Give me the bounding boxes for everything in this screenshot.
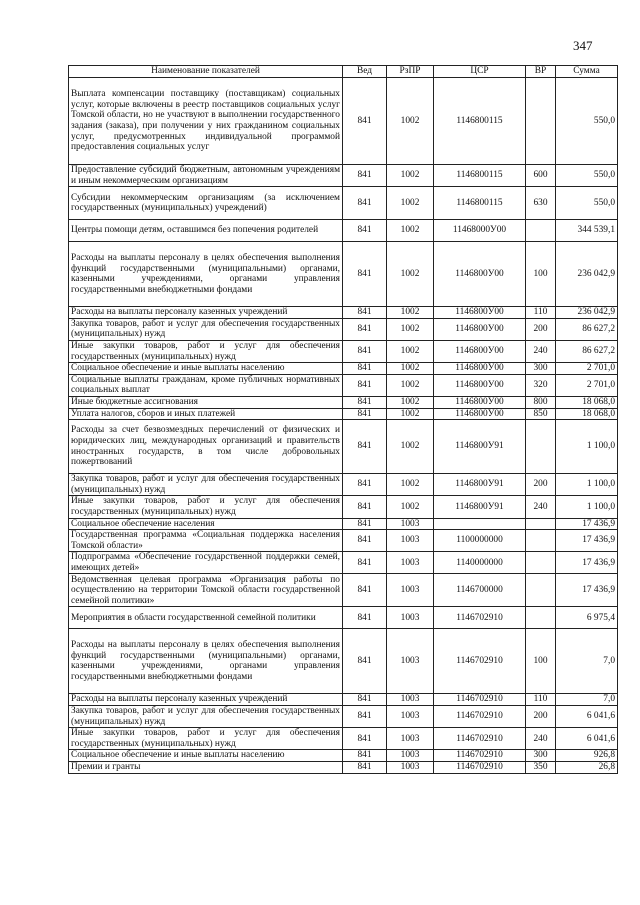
row-csr: 1146702910 [434, 750, 526, 762]
table-row [69, 474, 618, 496]
table-row [69, 420, 618, 474]
row-name: Государственная программа «Социальная поддержка населения Томской области» [69, 530, 343, 552]
row-csr: 1146800У91 [434, 420, 526, 474]
row-sum: 236 042,9 [556, 242, 618, 307]
row-rzpr: 1003 [387, 694, 434, 706]
row-vr: 200 [526, 706, 556, 728]
table-row [69, 307, 618, 319]
row-vr [526, 530, 556, 552]
row-name: Подпрограмма «Обеспечение государственной поддержки семей, имеющих детей» [69, 552, 343, 574]
table-row [69, 220, 618, 242]
row-ved: 841 [343, 408, 387, 420]
row-sum: 550,0 [556, 165, 618, 187]
row-sum: 6 975,4 [556, 607, 618, 629]
table-row [69, 762, 618, 774]
table-row [69, 408, 618, 420]
header-ved: Вед [343, 66, 387, 78]
table-row [69, 396, 618, 408]
row-sum: 17 436,9 [556, 518, 618, 530]
row-ved: 841 [343, 750, 387, 762]
row-csr: 1146800У00 [434, 307, 526, 319]
table-row [69, 78, 618, 165]
row-sum: 18 068,0 [556, 408, 618, 420]
table-row [69, 694, 618, 706]
row-rzpr: 1002 [387, 187, 434, 220]
row-rzpr: 1002 [387, 78, 434, 165]
row-rzpr: 1003 [387, 607, 434, 629]
header-name: Наименование показателей [69, 66, 343, 78]
row-sum: 1 100,0 [556, 420, 618, 474]
row-csr: 1146702910 [434, 607, 526, 629]
row-csr: 1140000000 [434, 552, 526, 574]
row-ved: 841 [343, 496, 387, 518]
row-ved: 841 [343, 318, 387, 340]
row-ved: 841 [343, 706, 387, 728]
row-sum: 1 100,0 [556, 474, 618, 496]
row-ved: 841 [343, 552, 387, 574]
page-number: 347 [573, 38, 593, 53]
row-csr: 1146800У00 [434, 363, 526, 375]
row-sum: 6 041,6 [556, 706, 618, 728]
row-ved: 841 [343, 220, 387, 242]
row-ved: 841 [343, 474, 387, 496]
row-rzpr: 1002 [387, 165, 434, 187]
row-ved: 841 [343, 574, 387, 607]
row-sum: 86 627,2 [556, 318, 618, 340]
row-vr [526, 78, 556, 165]
row-rzpr: 1003 [387, 574, 434, 607]
row-ved: 841 [343, 165, 387, 187]
table-row [69, 165, 618, 187]
row-sum: 2 701,0 [556, 363, 618, 375]
row-ved: 841 [343, 728, 387, 750]
row-rzpr: 1002 [387, 363, 434, 375]
row-ved: 841 [343, 607, 387, 629]
row-name: Расходы за счет безвозмездных перечислений от физических и юридических лиц, международных организаций и правительств иностранных государств, в том числе добровольных пожертвований [69, 420, 343, 474]
row-vr: 240 [526, 496, 556, 518]
row-vr: 100 [526, 242, 556, 307]
row-name: Социальное обеспечение и иные выплаты населению [69, 363, 343, 375]
row-name: Иные закупки товаров, работ и услуг для обеспечения государственных (муниципальных) нужд [69, 340, 343, 362]
row-sum: 17 436,9 [556, 574, 618, 607]
table-row [69, 574, 618, 607]
row-rzpr: 1003 [387, 552, 434, 574]
row-csr: 1146800115 [434, 187, 526, 220]
row-name: Закупка товаров, работ и услуг для обеспечения государственных (муниципальных) нужд [69, 318, 343, 340]
row-sum: 17 436,9 [556, 530, 618, 552]
table-row [69, 374, 618, 396]
row-ved: 841 [343, 374, 387, 396]
table-row [69, 518, 618, 530]
row-vr: 350 [526, 762, 556, 774]
row-csr: 1146800У00 [434, 396, 526, 408]
row-name: Иные бюджетные ассигнования [69, 396, 343, 408]
row-vr [526, 574, 556, 607]
row-ved: 841 [343, 694, 387, 706]
row-rzpr: 1003 [387, 728, 434, 750]
row-vr: 240 [526, 340, 556, 362]
row-name: Ведомственная целевая программа «Организация работы по осуществлению на территории Томской области государственной семейной политики» [69, 574, 343, 607]
row-name: Премии и гранты [69, 762, 343, 774]
row-csr: 1146800У00 [434, 340, 526, 362]
row-rzpr: 1002 [387, 420, 434, 474]
row-name: Социальные выплаты гражданам, кроме публичных нормативных социальных выплат [69, 374, 343, 396]
row-vr: 100 [526, 629, 556, 694]
row-name: Уплата налогов, сборов и иных платежей [69, 408, 343, 420]
row-rzpr: 1002 [387, 496, 434, 518]
row-ved: 841 [343, 420, 387, 474]
row-rzpr: 1002 [387, 374, 434, 396]
table-header-row [69, 66, 618, 78]
row-vr: 300 [526, 363, 556, 375]
table-row [69, 242, 618, 307]
row-csr: 1146800У00 [434, 318, 526, 340]
row-sum: 344 539,1 [556, 220, 618, 242]
row-name: Центры помощи детям, оставшимся без попечения родителей [69, 220, 343, 242]
row-sum: 26,8 [556, 762, 618, 774]
table-row [69, 552, 618, 574]
row-name: Расходы на выплаты персоналу в целях обеспечения выполнения функций государственными (муниципальными) органами, казенными учреждениями, органами управления государственными внебюджетными фондами [69, 242, 343, 307]
table-row [69, 340, 618, 362]
row-rzpr: 1003 [387, 518, 434, 530]
row-rzpr: 1003 [387, 530, 434, 552]
row-sum: 236 042,9 [556, 307, 618, 319]
table-row [69, 607, 618, 629]
row-rzpr: 1003 [387, 750, 434, 762]
row-sum: 17 436,9 [556, 552, 618, 574]
row-csr: 1146800У00 [434, 242, 526, 307]
row-name: Расходы на выплаты персоналу казенных учреждений [69, 694, 343, 706]
row-sum: 7,0 [556, 629, 618, 694]
row-ved: 841 [343, 242, 387, 307]
row-ved: 841 [343, 629, 387, 694]
table-row [69, 629, 618, 694]
budget-table [68, 65, 618, 774]
row-name: Расходы на выплаты персоналу в целях обеспечения выполнения функций государственными (муниципальными) органами, казенными учреждениями, органами управления государственными внебюджетными фондами [69, 629, 343, 694]
row-name: Иные закупки товаров, работ и услуг для обеспечения государственных (муниципальных) нужд [69, 728, 343, 750]
row-csr: 1146800У91 [434, 474, 526, 496]
row-sum: 86 627,2 [556, 340, 618, 362]
row-vr: 630 [526, 187, 556, 220]
row-vr: 800 [526, 396, 556, 408]
row-name: Выплата компенсации поставщику (поставщикам) социальных услуг, которые включены в реестр поставщиков социальных услуг Томской области, но не участвуют в выполнении государственного задания (заказа), при получении у них гражданином социальных услуг, предусмотренных индивидуальной программой предоставления социальных услуг [69, 78, 343, 165]
row-ved: 841 [343, 187, 387, 220]
table-row [69, 187, 618, 220]
table-row [69, 728, 618, 750]
row-rzpr: 1002 [387, 396, 434, 408]
header-sum: Сумма [556, 66, 618, 78]
row-rzpr: 1003 [387, 762, 434, 774]
row-vr [526, 420, 556, 474]
row-ved: 841 [343, 530, 387, 552]
row-vr: 300 [526, 750, 556, 762]
row-ved: 841 [343, 307, 387, 319]
row-vr [526, 518, 556, 530]
row-ved: 841 [343, 363, 387, 375]
row-sum: 2 701,0 [556, 374, 618, 396]
row-vr: 850 [526, 408, 556, 420]
row-rzpr: 1002 [387, 242, 434, 307]
row-vr: 110 [526, 307, 556, 319]
row-rzpr: 1003 [387, 629, 434, 694]
row-ved: 841 [343, 396, 387, 408]
row-sum: 550,0 [556, 78, 618, 165]
row-rzpr: 1003 [387, 706, 434, 728]
row-ved: 841 [343, 518, 387, 530]
row-name: Субсидии некоммерческим организациям (за исключением государственных (муниципальных) учреждений) [69, 187, 343, 220]
row-sum: 18 068,0 [556, 396, 618, 408]
row-csr: 1146702910 [434, 694, 526, 706]
row-csr: 11468000У00 [434, 220, 526, 242]
row-csr: 1146800У00 [434, 374, 526, 396]
row-csr: 1146800У00 [434, 408, 526, 420]
row-name: Мероприятия в области государственной семейной политики [69, 607, 343, 629]
row-name: Расходы на выплаты персоналу казенных учреждений [69, 307, 343, 319]
row-rzpr: 1002 [387, 220, 434, 242]
row-vr [526, 607, 556, 629]
row-rzpr: 1002 [387, 307, 434, 319]
row-rzpr: 1002 [387, 340, 434, 362]
header-csr: ЦСР [434, 66, 526, 78]
table-row [69, 750, 618, 762]
table-row [69, 706, 618, 728]
row-vr [526, 220, 556, 242]
row-sum: 7,0 [556, 694, 618, 706]
row-rzpr: 1002 [387, 318, 434, 340]
row-csr: 1146700000 [434, 574, 526, 607]
row-rzpr: 1002 [387, 408, 434, 420]
row-name: Социальное обеспечение населения [69, 518, 343, 530]
row-csr: 1146800115 [434, 78, 526, 165]
row-sum: 6 041,6 [556, 728, 618, 750]
row-vr: 200 [526, 318, 556, 340]
row-csr [434, 518, 526, 530]
row-csr: 1146702910 [434, 629, 526, 694]
table-row [69, 530, 618, 552]
row-csr: 1146702910 [434, 706, 526, 728]
row-ved: 841 [343, 78, 387, 165]
row-csr: 1146702910 [434, 762, 526, 774]
table-row [69, 363, 618, 375]
table-row [69, 496, 618, 518]
header-rzpr: РзПР [387, 66, 434, 78]
row-vr: 600 [526, 165, 556, 187]
row-ved: 841 [343, 762, 387, 774]
header-vr: ВР [526, 66, 556, 78]
row-name: Иные закупки товаров, работ и услуг для обеспечения государственных (муниципальных) нужд [69, 496, 343, 518]
row-vr [526, 552, 556, 574]
row-sum: 926,8 [556, 750, 618, 762]
table-row [69, 318, 618, 340]
row-name: Предоставление субсидий бюджетным, автономным учреждениям и иным некоммерческим организациям [69, 165, 343, 187]
row-sum: 550,0 [556, 187, 618, 220]
row-csr: 1100000000 [434, 530, 526, 552]
row-vr: 110 [526, 694, 556, 706]
row-csr: 1146800У91 [434, 496, 526, 518]
row-name: Закупка товаров, работ и услуг для обеспечения государственных (муниципальных) нужд [69, 706, 343, 728]
row-csr: 1146800115 [434, 165, 526, 187]
row-csr: 1146702910 [434, 728, 526, 750]
row-sum: 1 100,0 [556, 496, 618, 518]
row-rzpr: 1002 [387, 474, 434, 496]
row-vr: 240 [526, 728, 556, 750]
row-vr: 320 [526, 374, 556, 396]
row-name: Социальное обеспечение и иные выплаты населению [69, 750, 343, 762]
row-name: Закупка товаров, работ и услуг для обеспечения государственных (муниципальных) нужд [69, 474, 343, 496]
row-vr: 200 [526, 474, 556, 496]
row-ved: 841 [343, 340, 387, 362]
